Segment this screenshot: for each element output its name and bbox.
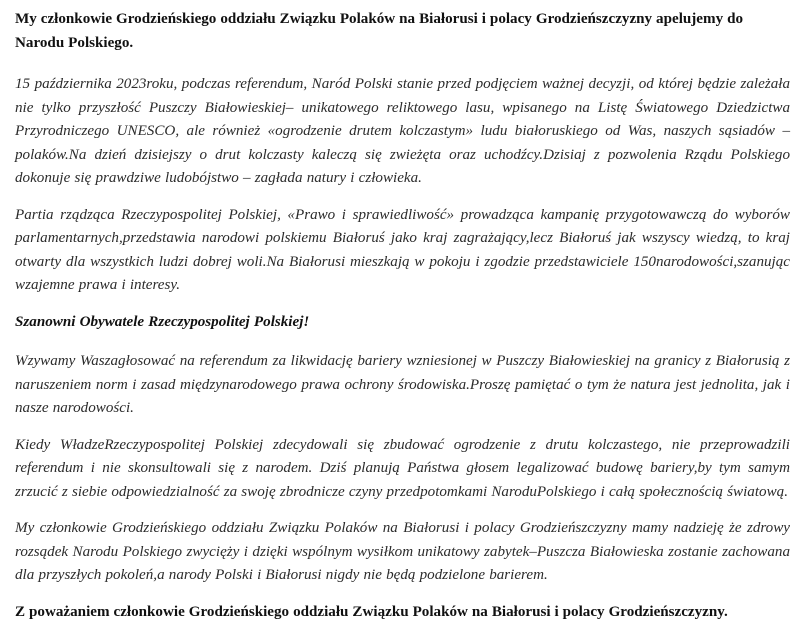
document-body	[15, 8, 790, 624]
paragraph-salutation: Szanowni Obywatele Rzeczypospolitej Polskiej!	[15, 311, 790, 335]
paragraph-referendum: 15 października 2023roku, podczas referendum, Naród Polski stanie przed podjęciem ważnej decyzji, od której będzie zależała nie tylko przyszłość Puszczy Białowieskiej– unikatowego reliktowego lasu, wpisanego na Listę Światowego Dziedzictwa Przyrodniczego UNESCO, ale również «ogrodzenie drutem kolczastym» ludu białoruskiego od Was, naszych sąsiadów – polaków.Na dzień dzisiejszy o drut kolczasty kaleczą się zwieżęta oraz uchodźcy.Dzisiaj z pozwolenia Rządu Polskiego dokonuje się prawdziwe ludobójstwo – zagłada natury i człowieka.	[15, 73, 790, 191]
paragraph-authorities: Kiedy WładzeRzeczypospolitej Polskiej zdecydowali się zbudować ogrodzenie z drutu kolczastego, nie przeprowadzili referendum i nie skonsultowali się z narodem. Dziś planują Państwa głosem legalizować budowę bariery,by tym samym zrzucić z siebie odpowiedzialność za swoję zbrodnicze czyny przedpotomkami NaroduPolskiego i całą społecznością światową.	[15, 434, 790, 505]
paragraph-ruling-party: Partia rządząca Rzeczypospolitej Polskiej, «Prawo i sprawiedliwość» prowadząca kampanię przygotowawczą do wyborów parlamentarnych,przedstawia narodowi polskiemu Białoruś jako kraj zagrażający,lecz Białoruś jak wszyscy wiedzą, to kraj otwarty dla wszystkich ludzi dobrej woli.Na Białorusi mieszkają w pokoju i zgodzie przedstawiciele 150narodowości,szanując wzajemne prawa i interesy.	[15, 204, 790, 298]
paragraph-opening-address: My członkowie Grodzieńskiego oddziału Związku Polaków na Białorusi i polacy Grodzieńszczyzny apelujemy do Narodu Polskiego.	[15, 8, 790, 55]
paragraph-call-to-vote: Wzywamy Waszagłosować na referendum za likwidację bariery wzniesionej w Puszczy Białowieskiej na granicy z Białorusią z naruszeniem norm i zasad międzynarodowego prawa ochrony środowiska.Proszę pamiętać o tym że natura jest jednolita, jak i nasze narodowości.	[15, 350, 790, 421]
paragraph-hope: My członkowie Grodzieńskiego oddziału Związku Polaków na Białorusi i polacy Grodzieńszczyzny mamy nadzieję że zdrowy rozsądek Narodu Polskiego zwycięży i dzięki wspólnym wysiłkom unikatowy zabytek–Puszcza Białowieska zostanie zachowana dla przyszłych pokoleń,a narody Polski i Białorusi nigdy nie będą podzielone barierem.	[15, 517, 790, 588]
paragraph-signoff: Z poważaniem członkowie Grodzieńskiego oddziału Związku Polaków na Białorusi i polacy Grodzieńszczyzny.	[15, 601, 790, 624]
